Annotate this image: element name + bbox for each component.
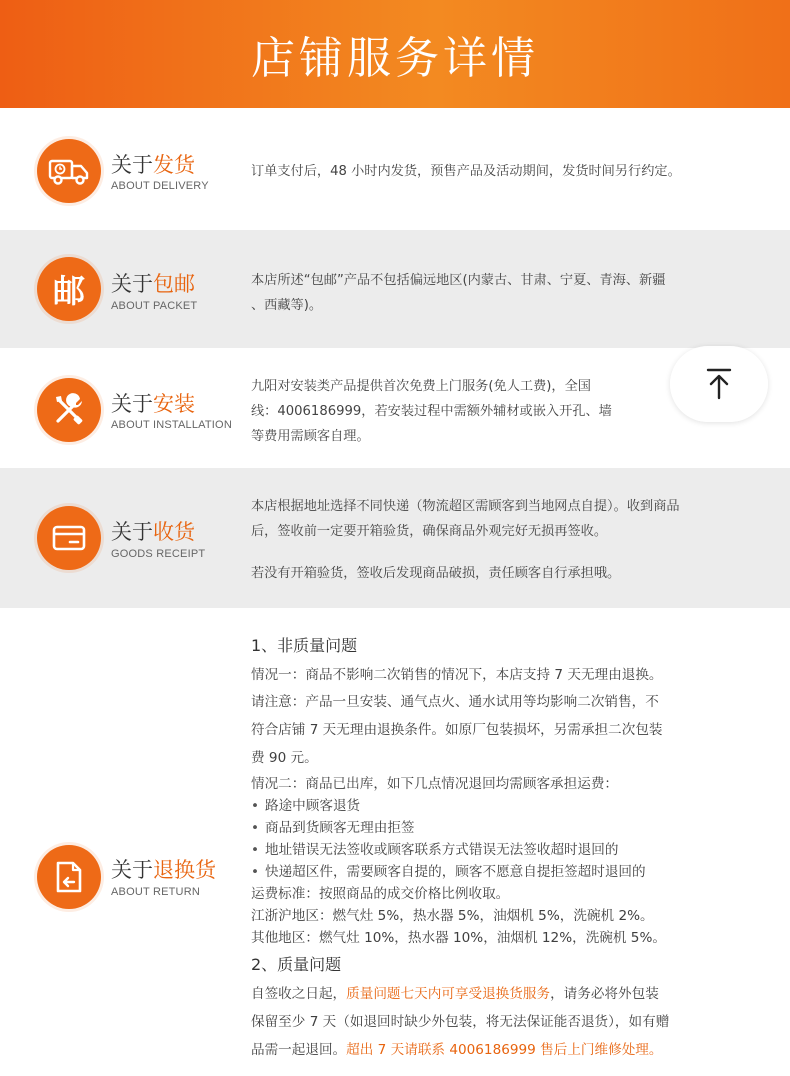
installation-text-line: 九阳对安装类产品提供首次免费上门服务(免人工费)，全国 — [251, 379, 591, 394]
title-prefix: 关于 — [111, 520, 153, 544]
return-case1: 情况一：商品不影响二次销售的情况下，本店支持 7 天无理由退换。 — [251, 667, 663, 683]
section-title — [111, 388, 195, 418]
scroll-to-top-button[interactable] — [670, 346, 768, 422]
packet-text-line: 本店所述“包邮”产品不包括偏远地区(内蒙古、甘肃、宁夏、青海、新疆 — [251, 273, 666, 288]
mail-char-icon: 邮 — [52, 272, 85, 310]
bullet-text: 地址错误无法签收或顾客联系方式错误无法签收超时退回的 — [265, 842, 619, 858]
return-note-line: 请注意：产品一旦安装、通气点火、通水试用等均影响二次销售，不 — [251, 694, 659, 710]
return-bullet-item — [251, 794, 360, 814]
tools-icon — [50, 391, 88, 429]
section-subtitle: ABOUT RETURN — [111, 886, 200, 898]
return-heading-quality: 2、质量问题 — [251, 955, 342, 974]
packet-icon-circle — [37, 257, 101, 321]
receipt-text — [251, 494, 771, 586]
return-quality-line — [251, 1038, 662, 1058]
installation-text-line: 线：4006186999，若安装过程中需额外辅材或嵌入开孔、墙 — [251, 404, 612, 419]
section-subtitle: ABOUT DELIVERY — [111, 180, 209, 192]
section-receipt — [0, 468, 790, 608]
section-return — [0, 608, 790, 1076]
receipt-text-extra: 若没有开箱验货，签收后发现商品破损，责任顾客自行承担哦。 — [251, 566, 621, 581]
section-subtitle: GOODS RECEIPT — [111, 548, 206, 560]
delivery-truck-icon — [48, 155, 90, 187]
receipt-text-line: 本店根据地址选择不同快递（物流超区需顾客到当地网点自提）。收到商品 — [251, 499, 680, 514]
return-case2: 情况二：商品已出库，如下几点情况退回均需顾客承担运费： — [251, 776, 619, 792]
return-quality-line — [251, 982, 659, 1002]
installation-icon-circle — [37, 378, 101, 442]
delivery-icon-circle — [37, 139, 101, 203]
quality-highlight: 超出 7 天请联系 4006186999 售后上门维修处理。 — [346, 1042, 663, 1058]
section-delivery — [0, 108, 790, 230]
section-title — [111, 149, 195, 179]
title-prefix: 关于 — [111, 153, 153, 177]
packet-text-line: 、西藏等)。 — [251, 298, 323, 313]
return-fee-other: 其他地区：燃气灶 10%，热水器 10%，油烟机 12%，洗碗机 5%。 — [251, 930, 666, 946]
bullet-text: 路途中顾客退货 — [265, 798, 361, 814]
delivery-text — [251, 159, 771, 184]
title-highlight: 发货 — [153, 153, 195, 177]
return-document-icon — [54, 859, 84, 895]
return-heading-nonquality: 1、非质量问题 — [251, 636, 358, 655]
section-packet — [0, 230, 790, 348]
return-fee-standard: 运费标准：按照商品的成交价格比例收取。 — [251, 886, 510, 902]
arrow-up-to-top-icon — [704, 367, 734, 401]
receipt-text-line: 后，签收前一定要开箱验货，确保商品外观完好无损再签收。 — [251, 524, 608, 539]
return-icon-circle — [37, 845, 101, 909]
section-title — [111, 854, 216, 884]
return-bullet-item — [251, 860, 646, 880]
bullet-icon: • — [251, 798, 260, 814]
bullet-icon: • — [251, 842, 260, 858]
title-highlight: 退换货 — [153, 858, 216, 882]
delivery-text-line: 订单支付后，48 小时内发货，预售产品及活动期间，发货时间另行约定。 — [251, 164, 681, 179]
bullet-text: 商品到货顾客无理由拒签 — [265, 820, 415, 836]
title-highlight: 安装 — [153, 392, 195, 416]
bullet-icon: • — [251, 864, 260, 880]
quality-text: 自签收之日起， — [251, 986, 347, 1002]
section-title — [111, 516, 195, 546]
return-quality-line: 保留至少 7 天（如退回时缺少外包装，将无法保证能否退货），如有赠 — [251, 1014, 670, 1030]
receipt-icon-circle — [37, 506, 101, 570]
return-bullet-item — [251, 838, 618, 858]
title-prefix: 关于 — [111, 272, 153, 296]
return-note-line: 费 90 元。 — [251, 750, 318, 766]
title-prefix: 关于 — [111, 392, 153, 416]
title-prefix: 关于 — [111, 858, 153, 882]
return-note-line: 符合店铺 7 天无理由退换条件。如原厂包装损坏，另需承担二次包装 — [251, 722, 663, 738]
packet-text — [251, 268, 771, 318]
page-header — [0, 0, 790, 108]
page-title: 店铺服务详情 — [251, 33, 539, 84]
wallet-icon — [51, 523, 87, 553]
quality-highlight: 质量问题七天内可享受退换货服务 — [346, 986, 551, 1002]
return-text — [251, 608, 771, 1076]
title-highlight: 包邮 — [153, 272, 195, 296]
bullet-text: 快递超区件，需要顾客自提的，顾客不愿意自提拒签超时退回的 — [265, 864, 646, 880]
quality-text: 品需一起退回。 — [251, 1042, 347, 1058]
bullet-icon: • — [251, 820, 260, 836]
section-subtitle: ABOUT PACKET — [111, 300, 198, 312]
return-bullet-item — [251, 816, 415, 836]
installation-text-line: 等费用需顾客自理。 — [251, 429, 370, 444]
title-highlight: 收货 — [153, 520, 195, 544]
section-title — [111, 268, 195, 298]
return-fee-jzh: 江浙沪地区：燃气灶 5%，热水器 5%，油烟机 5%，洗碗机 2%。 — [251, 908, 654, 924]
section-subtitle: ABOUT INSTALLATION — [111, 419, 232, 431]
quality-text: ，请务必将外包装 — [550, 986, 659, 1002]
section-installation — [0, 348, 790, 468]
